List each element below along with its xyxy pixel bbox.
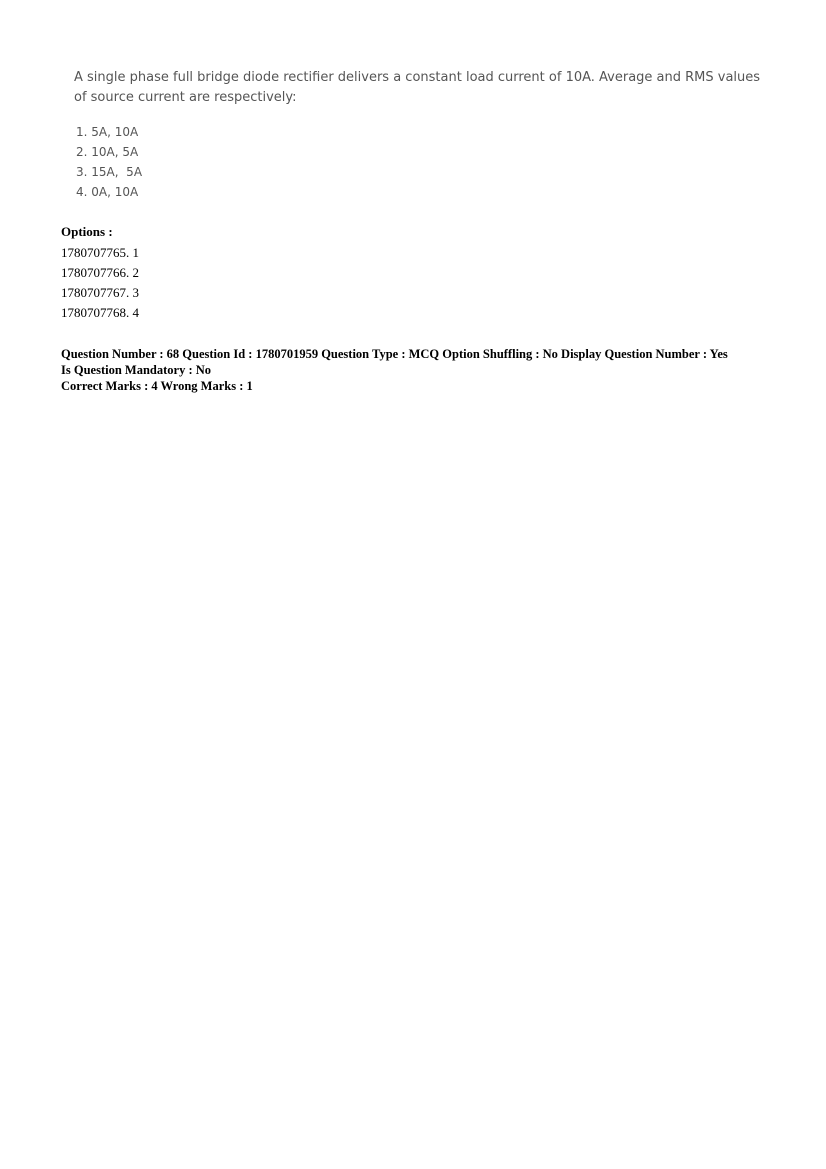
option-id-3: 1780707767. 3 <box>61 285 139 300</box>
option-id-4: 1780707768. 4 <box>61 305 139 320</box>
answer-choice-4: 4. 0A, 10A <box>76 185 139 199</box>
option-ids-list <box>61 243 139 323</box>
answer-choice-1: 1. 5A, 10A <box>76 125 139 139</box>
options-heading: Options : <box>61 224 113 239</box>
answer-choice-3: 3. 15A, 5A <box>76 165 143 179</box>
answer-choices <box>76 122 142 202</box>
answer-choice-2: 2. 10A, 5A <box>76 145 139 159</box>
mandatory-line: Is Question Mandatory : No <box>61 363 212 377</box>
question-info-line: Question Number : 68 Question Id : 1780701959 Question Type : MCQ Option Shuffling : No Display Question Number : Yes <box>61 347 728 361</box>
option-id-2: 1780707766. 2 <box>61 265 139 280</box>
marks-line: Correct Marks : 4 Wrong Marks : 1 <box>61 379 253 393</box>
question-metadata <box>61 346 781 394</box>
question-text: A single phase full bridge diode rectifier delivers a constant load current of 10A. Average and RMS values of source current are respectively: <box>74 70 761 105</box>
option-id-1: 1780707765. 1 <box>61 245 139 260</box>
